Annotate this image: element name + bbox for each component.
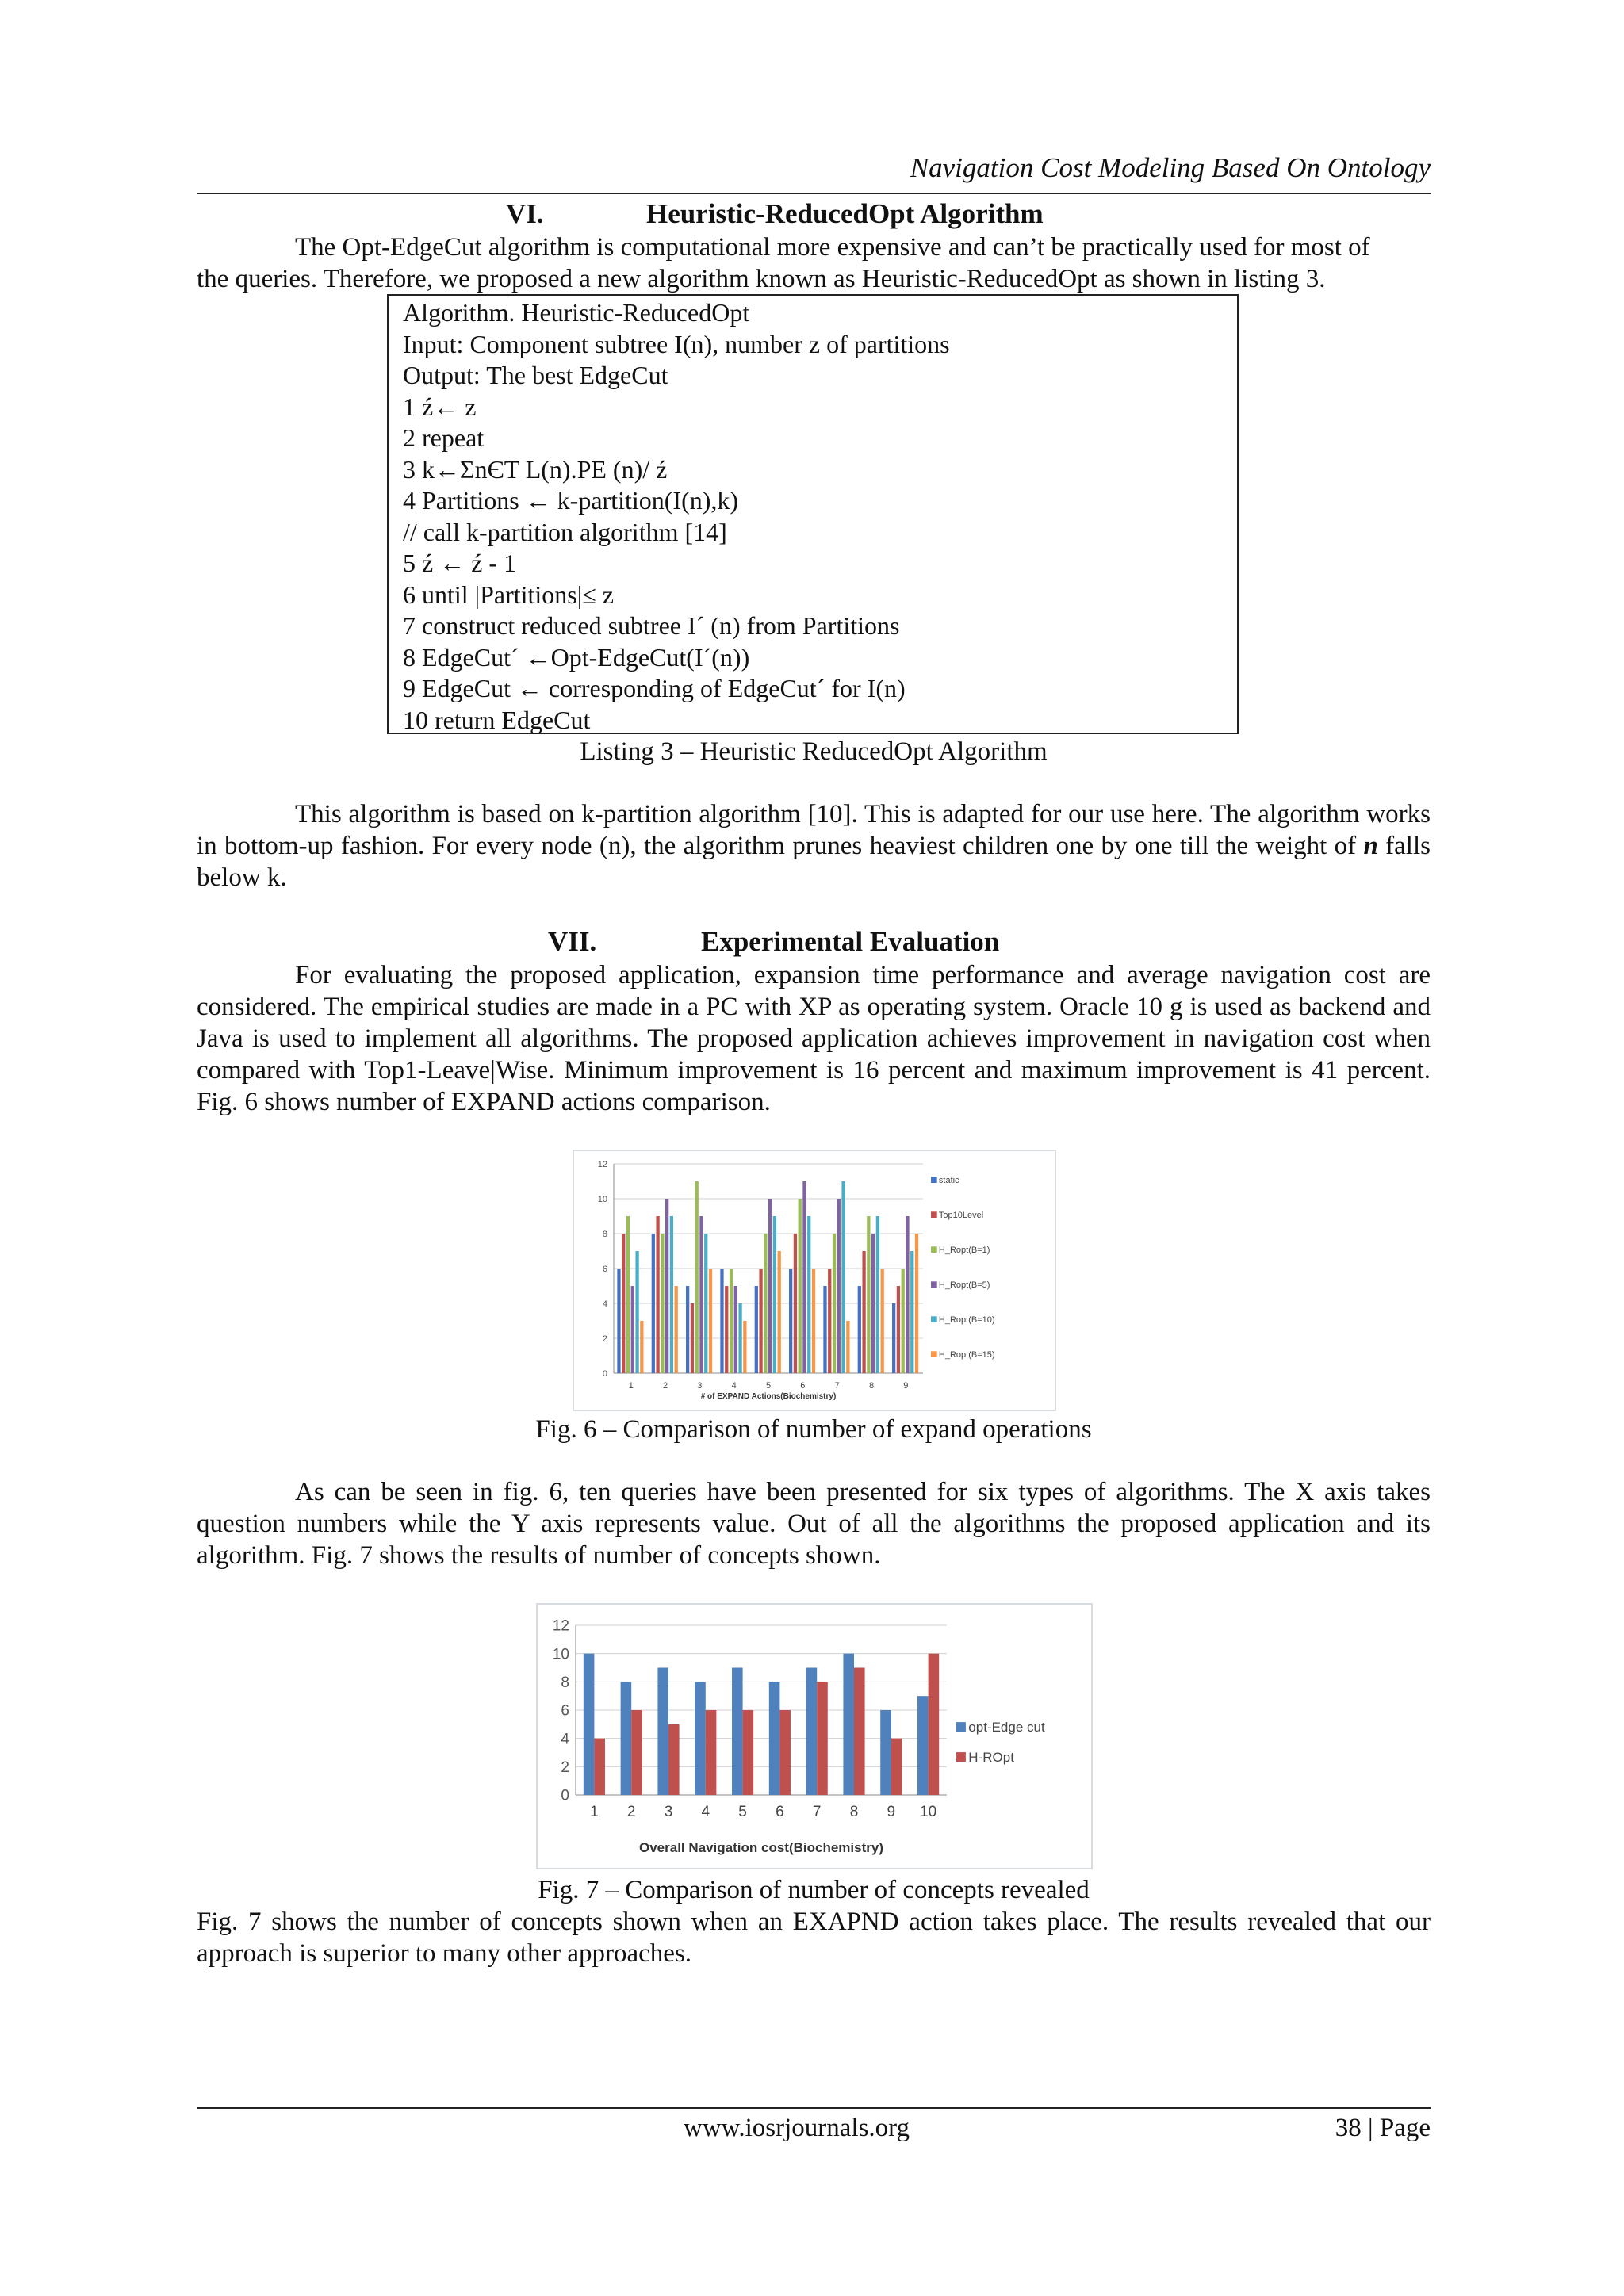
x-tick-label: 1 [590,1804,599,1820]
section-7-number: VII. [548,926,597,957]
bar-fig6-s1-c1 [617,1269,620,1373]
y-tick-label: 8 [561,1674,569,1691]
x-tick-label: 7 [812,1804,822,1820]
bar-fig7-s1-c3 [657,1668,668,1796]
k-partition-text-end: falls below k. [197,832,1431,892]
y-tick-label: 12 [552,1617,569,1635]
bar-fig6-s3-c6 [799,1199,802,1373]
bar-fig6-s1-c8 [858,1286,861,1373]
x-tick-label: 9 [887,1804,896,1820]
bar-fig6-s3-c3 [695,1181,699,1373]
bar-fig6-s6-c3 [709,1269,712,1373]
y-tick-label: 10 [597,1194,607,1204]
bar-fig7-s2-c6 [779,1710,791,1795]
bar-fig7-s1-c1 [584,1654,595,1795]
bar-fig6-s6-c8 [881,1269,884,1373]
fig7-caption: Fig. 7 – Comparison of number of concepts revealed [538,1876,1090,1904]
listing-caption: Listing 3 – Heuristic ReducedOpt Algorithm [580,737,1048,766]
bar-fig6-s1-c2 [652,1234,655,1373]
bar-fig7-s2-c9 [891,1739,902,1795]
bar-fig7-s2-c2 [631,1710,642,1795]
k-partition-bold-n: n [1363,832,1378,860]
y-tick-label: 6 [561,1702,569,1720]
bar-fig7-s2-c5 [743,1710,754,1795]
algorithm-listing [387,294,1239,734]
y-tick-label: 2 [561,1758,569,1776]
x-tick-label: 6 [776,1804,784,1820]
listing-line: Algorithm. Heuristic-ReducedOpt [403,298,750,327]
listing-line: 1 ź← z [403,392,477,421]
bar-fig6-s1-c9 [892,1303,895,1373]
bar-fig7-s1-c5 [732,1668,743,1796]
legend-label: Top10Level [938,1211,984,1220]
bar-fig7-s2-c10 [929,1654,940,1795]
bar-fig6-s4-c6 [802,1181,806,1373]
bar-fig7-s1-c4 [695,1682,706,1795]
section-6-paragraph-line1: The Opt-EdgeCut algorithm is computational more expensive and can’t be practically used for most of [295,233,1370,262]
legend-label: H_Ropt(B=1) [938,1246,990,1255]
section-6-number: VI. [506,198,544,229]
listing-line: 3 k←ΣnЄT L(n).PE (n)/ ź [403,454,668,484]
listing-line: 2 repeat [403,423,485,452]
fig6-caption: Fig. 6 – Comparison of number of expand operations [535,1415,1092,1444]
legend-label: H_Ropt(B=10) [938,1315,995,1325]
listing-line: 8 EdgeCut´ ←Opt-EdgeCut(I´(n)) [403,642,750,672]
bar-fig6-s2-c9 [897,1286,900,1373]
x-tick-label: 9 [903,1381,909,1391]
bar-fig6-s1-c6 [789,1269,792,1373]
y-tick-label: 12 [597,1159,607,1169]
bar-fig6-s3-c9 [902,1269,905,1373]
section-6-paragraph-line2: the queries. Therefore, we proposed a new algorithm known as Heuristic-ReducedOpt as shown in listing 3. [197,265,1326,293]
bar-fig6-s3-c5 [764,1234,767,1373]
k-partition-text: This algorithm is based on k-partition algorithm [10]. This is adapted for our use here. The algorithm works in bottom-up fashion. For every node (n), the algorithm prunes heaviest children one by one till the weight of [197,800,1431,860]
bar-fig7-s1-c10 [917,1696,929,1795]
bar-fig6-s2-c8 [862,1251,865,1373]
running-header: Navigation Cost Modeling Based On Ontology [910,152,1431,183]
y-tick-label: 10 [552,1646,569,1663]
section-6-paragraph [197,232,1431,295]
bar-fig6-s6-c4 [743,1321,746,1373]
fig7-chart-frame [536,1603,1093,1869]
listing-line: 6 until |Partitions|≤ z [403,580,614,609]
x-tick-label: 3 [664,1804,673,1820]
bar-fig6-s6-c6 [812,1269,815,1373]
listing-line: Output: The best EdgeCut [403,361,668,389]
y-tick-label: 0 [561,1787,569,1804]
bar-fig6-s3-c4 [730,1269,733,1373]
listing-line: 10 return EdgeCut [403,705,591,734]
x-tick-label: 5 [738,1804,747,1820]
legend-swatch [931,1211,937,1218]
bar-fig6-s2-c3 [691,1303,694,1373]
bar-fig6-s6-c7 [846,1321,849,1373]
bar-fig6-s4-c1 [631,1286,634,1373]
bar-fig6-s6-c1 [640,1321,643,1373]
bar-fig6-s5-c8 [876,1216,879,1373]
bar-fig6-s4-c7 [837,1199,841,1373]
section-6-title: Heuristic-ReducedOpt Algorithm [646,198,1044,229]
bar-fig6-s2-c5 [759,1269,762,1373]
bar-fig7-s2-c8 [854,1668,865,1796]
bar-fig6-s5-c5 [773,1216,776,1373]
x-tick-label: 5 [765,1381,772,1391]
bar-fig6-s2-c6 [794,1234,797,1373]
bar-fig7-s2-c3 [668,1724,680,1795]
section-7-title: Experimental Evaluation [701,926,1000,957]
x-tick-label: 4 [701,1804,710,1820]
y-tick-label: 4 [561,1731,569,1748]
bar-fig6-s5-c3 [704,1234,707,1373]
bar-fig7-s1-c2 [621,1682,632,1795]
bar-fig6-s4-c5 [768,1199,772,1373]
x-tick-label: 2 [662,1381,668,1391]
legend-swatch [956,1752,966,1762]
footer-page: 38 | Page [1335,2114,1431,2142]
bar-fig6-s3-c7 [833,1234,836,1373]
bar-fig6-s2-c7 [828,1269,831,1373]
legend-label: H-ROpt [968,1750,1014,1765]
bar-fig6-s1-c3 [686,1286,689,1373]
bar-fig6-s5-c9 [910,1251,914,1373]
footer-site: www.iosrjournals.org [684,2114,910,2142]
x-tick-label: 8 [849,1804,859,1820]
bar-fig6-s6-c2 [675,1286,678,1373]
bar-fig7-s1-c9 [880,1710,891,1795]
bar-fig7-s1-c7 [806,1668,818,1796]
bar-fig6-s4-c4 [734,1286,737,1373]
fig6-chart [574,1151,1055,1410]
x-tick-label: 1 [628,1381,634,1391]
x-tick-label: 2 [626,1804,636,1820]
legend-label: opt-Edge cut [968,1720,1045,1735]
listing-line: 9 EdgeCut ← corresponding of EdgeCut´ for I(n) [403,674,906,702]
bar-fig6-s1-c5 [755,1286,758,1373]
footer-rule [197,2107,1431,2109]
header-rule [197,193,1431,194]
bar-fig7-s2-c7 [817,1682,828,1795]
bar-fig6-s3-c2 [661,1234,664,1373]
y-tick-label: 4 [602,1299,607,1309]
bar-fig6-s5-c4 [738,1303,741,1373]
x-tick-label: 7 [834,1381,840,1391]
bar-fig7-s2-c1 [594,1739,605,1795]
x-axis-label: Overall Navigation cost(Biochemistry) [639,1840,883,1855]
x-tick-label: 3 [697,1381,703,1391]
fig7-discussion-paragraph: Fig. 7 shows the number of concepts shown when an EXAPND action takes place. The results revealed that our approach is superior to many other approaches. [197,1908,1431,1968]
fig6-chart-frame [573,1150,1056,1411]
x-tick-label: 10 [920,1804,937,1820]
y-tick-label: 0 [602,1368,607,1379]
legend-swatch [931,1351,937,1357]
fig6-discussion-paragraph: As can be seen in fig. 6, ten queries have been presented for six types of algorithms. The X axis takes question numbers while the Y axis represents value. Out of all the algorithms the proposed application and its algorithm. Fig. 7 shows the results of number of concepts shown. [197,1478,1431,1570]
bar-fig6-s5-c2 [670,1216,673,1373]
x-axis-label: # of EXPAND Actions(Biochemistry) [700,1392,837,1401]
listing-line: 4 Partitions ← k-partition(I(n),k) [403,486,739,515]
k-partition-paragraph [197,798,1431,894]
bar-fig6-s1-c4 [720,1269,723,1373]
x-tick-label: 4 [731,1381,737,1391]
legend-swatch [931,1246,937,1253]
bar-fig7-s2-c4 [706,1710,717,1795]
bar-fig6-s5-c6 [807,1216,810,1373]
y-tick-label: 2 [602,1334,607,1344]
legend-label: H_Ropt(B=5) [938,1280,990,1290]
listing-line: // call k-partition algorithm [14] [403,517,727,546]
bar-fig6-s2-c2 [656,1216,659,1373]
bar-fig7-s1-c8 [843,1654,854,1795]
bar-fig6-s5-c7 [841,1181,845,1373]
legend-label: static [938,1176,959,1185]
legend-swatch [931,1281,937,1288]
listing-line: Input: Component subtree I(n), number z of partitions [403,329,950,358]
bar-fig7-s1-c6 [769,1682,780,1795]
listing-line: 7 construct reduced subtree I´ (n) from Partitions [403,611,900,640]
bar-fig6-s4-c8 [871,1234,875,1373]
y-tick-label: 8 [602,1229,607,1239]
x-tick-label: 6 [800,1381,806,1391]
bar-fig6-s6-c9 [915,1234,918,1373]
bar-fig6-s2-c1 [622,1234,625,1373]
legend-swatch [931,1177,937,1183]
bar-fig6-s3-c1 [626,1216,630,1373]
bar-fig6-s4-c2 [665,1199,668,1373]
bar-fig6-s3-c8 [867,1216,870,1373]
legend-swatch [931,1316,937,1322]
bar-fig6-s4-c3 [699,1216,703,1373]
legend-label: H_Ropt(B=15) [938,1350,995,1360]
listing-line: 5 ź ← ź - 1 [403,549,517,577]
bar-fig6-s2-c4 [725,1286,728,1373]
bar-fig6-s1-c7 [823,1286,826,1373]
y-tick-label: 6 [602,1264,607,1274]
bar-fig6-s4-c9 [906,1216,909,1373]
legend-swatch [956,1722,966,1732]
bar-fig6-s6-c5 [778,1251,781,1373]
section-7-paragraph: For evaluating the proposed application, expansion time performance and average navigation cost are considered. The empirical studies are made in a PC with XP as operating system. Oracle 10 g is used as backend and Java is used to implement all algorithms. The proposed application achieves improvement in navigation cost when compared with Top1-Leave|Wise. Minimum improvement is 16 percent and maximum improvement is 41 percent. Fig. 6 shows number of EXPAND actions comparison. [197,961,1431,1116]
bar-fig6-s5-c1 [635,1251,638,1373]
fig7-chart [538,1605,1091,1868]
x-tick-label: 8 [868,1381,875,1391]
